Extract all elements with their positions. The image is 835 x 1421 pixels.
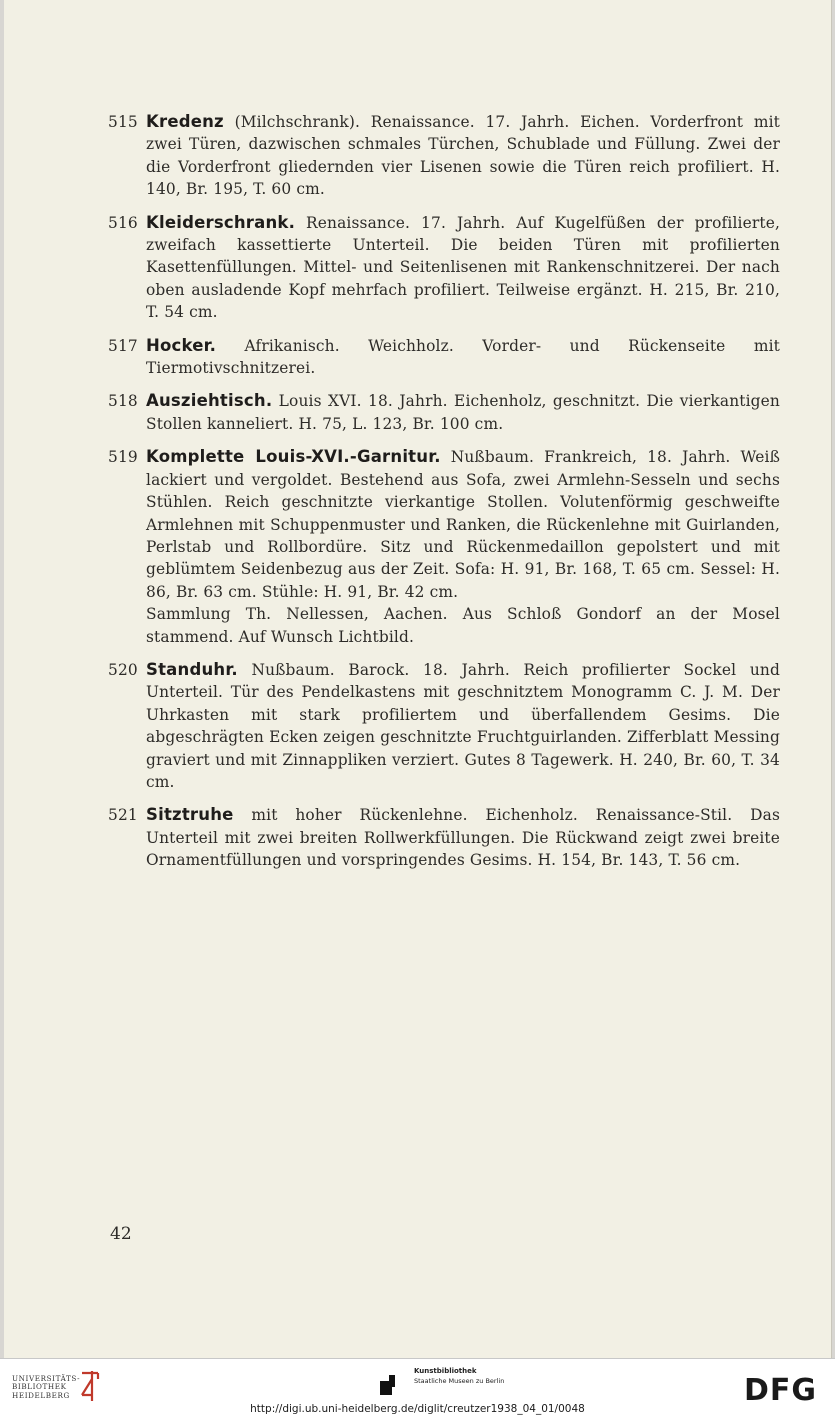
entry-title: Standuhr. [146, 659, 238, 679]
catalog-entry [108, 446, 780, 648]
entry-number: 520 [108, 660, 138, 679]
entry-number: 518 [108, 392, 138, 411]
page-number: 42 [110, 1224, 132, 1244]
library-name-line: UNIVERSITÄTS- [12, 1374, 81, 1383]
entry-title: Hocker. [146, 335, 217, 355]
dfg-logo[interactable]: DFG [744, 1373, 818, 1408]
entry-description: mit hoher Rückenlehne. Eichenholz. Renaissance-Stil. Das Unterteil mit zwei breiten Rollwerkfüllungen. Die Rückwand zeigt zwei breite Ornamentfüllungen und vorspringendes Gesims. H. 154, Br. 143, T. 56 cm. [146, 806, 780, 870]
catalog-entry [108, 212, 780, 324]
entry-number: 515 [108, 113, 138, 131]
library-name-line: HEIDELBERG [12, 1390, 70, 1400]
entry-title: Ausziehtisch. [146, 391, 273, 411]
catalog-entry [108, 111, 780, 201]
library-name-line: BIBLIOTHEK [12, 1382, 67, 1392]
entry-number: 521 [108, 806, 138, 825]
entry-description: (Milchschrank). Renaissance. 17. Jahrh. Eichen. Vorderfront mit zwei Türen, dazwischen schmales Türchen, Schublade und Füllung. Zwei der die Vorderfront gliedernden vier Lisenen sowie die Türen reich profiliert. H. 140, Br. 195, T. 60 cm. [146, 113, 780, 199]
kunstbibliothek-label[interactable] [414, 1366, 504, 1386]
entry-description: Nußbaum. Frankreich, 18. Jahrh. Weiß lackiert und vergoldet. Bestehend aus Sofa, zwei Armlehn-Sesseln und sechs Stühlen. Reich geschnitzte vierkantige Stollen. Volutenförmig geschweifte Armlehnen mit Schuppenmuster und Ranken, die Rückenlehne mit Guirlanden, Perlstab und Rollbordüre. Sitz und Rückenmedaillon gepolstert und mit geblümtem Seidenbezug aus der Zeit. Sofa: H. 91, Br. 168, T. 65 cm. Sessel: H. 86, Br. 63 cm. Stühle: H. 91, Br. 42 cm. [146, 448, 780, 601]
permalink-link[interactable]: http://digi.ub.uni-heidelberg.de/diglit/creutzer1938_04_01/0048 [250, 1403, 585, 1415]
catalog-entry [108, 390, 780, 435]
entry-number: 517 [108, 336, 138, 355]
kunstbibliothek-subtitle: Staatliche Museen zu Berlin [414, 1377, 505, 1385]
entry-description: Louis XVI. 18. Jahrh. Eichenholz, geschnitzt. Die vierkantigen Stollen kanneliert. H. 75, L. 123, Br. 100 cm. [146, 392, 780, 433]
entry-provenance-note: Sammlung Th. Nellessen, Aachen. Aus Schloß Gondorf an der Mosel stammend. Auf Wunsch Lichtbild. [146, 605, 780, 646]
entry-title: Sitztruhe [146, 805, 234, 825]
entry-number: 516 [108, 213, 138, 232]
kunstbibliothek-name: Kunstbibliothek [414, 1367, 477, 1375]
document-page [4, 0, 832, 1358]
catalog-entry [108, 335, 780, 380]
university-library-logo[interactable] [12, 1375, 80, 1400]
entry-number: 519 [108, 448, 138, 467]
entry-title: Kleiderschrank. [146, 212, 296, 232]
entry-title: Komplette Louis-XVI.-Garnitur. [146, 447, 441, 467]
kunstbibliothek-icon [380, 1375, 402, 1395]
university-library-icon [78, 1369, 102, 1403]
entry-title: Kredenz [146, 112, 224, 131]
entry-description: Nußbaum. Barock. 18. Jahrh. Reich profilierter Sockel und Unterteil. Tür des Pendelkastens mit geschnitztem Monogramm C. J. M. Der Uhrkasten mit stark profiliertem und überfallendem Gesims. Die abgeschrägten Ecken zeigen geschnitzte Fruchtguirlanden. Zifferblatt Messing graviert und mit Zinnappliken verziert. Gutes 8 Tagewerk. H. 240, Br. 60, T. 34 cm. [146, 660, 780, 791]
viewer-footer [0, 1358, 835, 1421]
entry-description: Afrikanisch. Weichholz. Vorder- und Rückenseite mit Tiermotivschnitzerei. [146, 336, 780, 378]
catalog-entry [108, 804, 780, 871]
entry-description: Renaissance. 17. Jahrh. Auf Kugelfüßen der profilierte, zweifach kassettierte Unterteil. Die beiden Türen mit profilierten Kasettenfüllungen. Mittel- und Seitenlisenen mit Rankenschnitzerei. Der nach oben ausladende Kopf mehrfach profiliert. Teilweise ergänzt. H. 215, Br. 210, T. 54 cm. [146, 213, 780, 322]
permalink-url [0, 1403, 835, 1415]
catalog-entries [108, 111, 780, 883]
catalog-entry [108, 659, 780, 793]
